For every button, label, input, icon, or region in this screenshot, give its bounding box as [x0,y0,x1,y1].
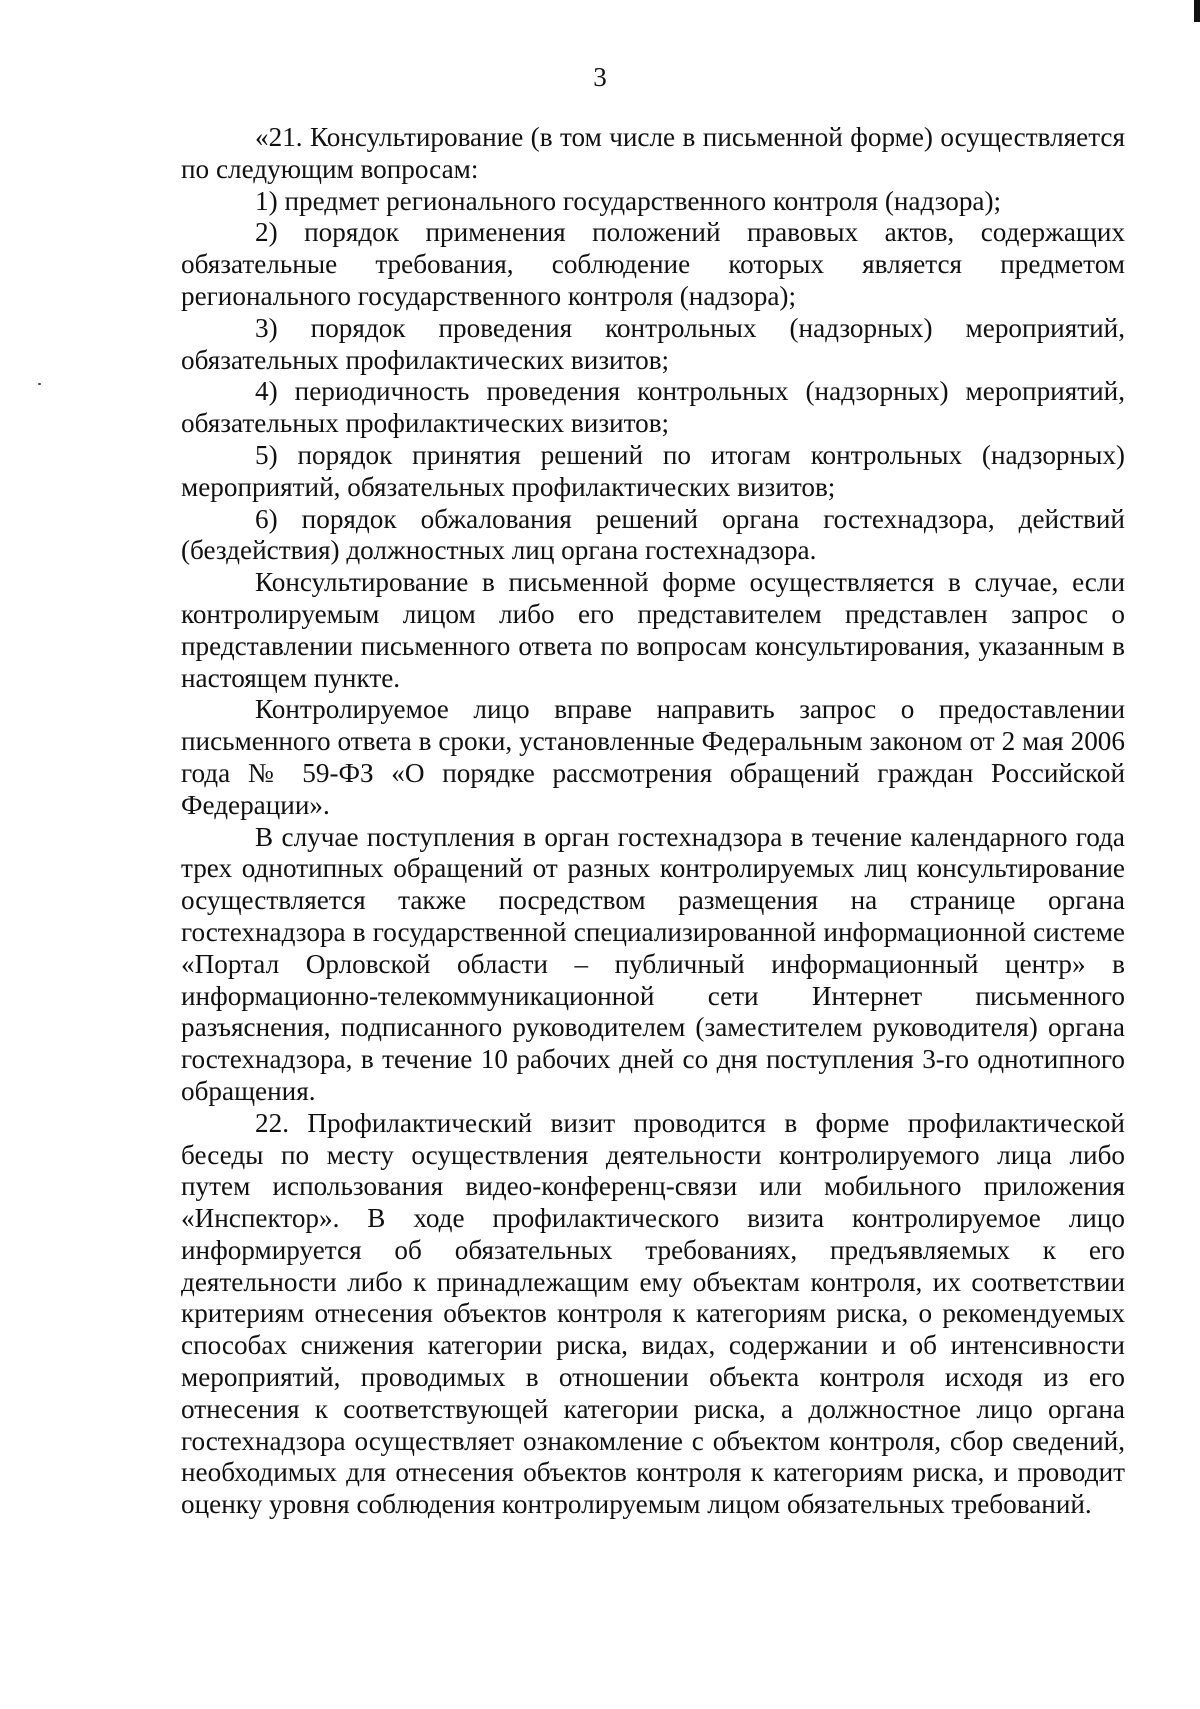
list-item-2: 2) порядок применения положений правовых актов, содержащих обязательные требования, соблюдение которых является предметом регионального государственного контроля (надзора); [181,217,1125,311]
list-item-4: 4) периодичность проведения контрольных (надзорных) мероприятий, обязательных профилактических визитов; [181,376,1125,439]
paragraph-22-preventive-visit: 22. Профилактический визит проводится в форме профилактической беседы по месту осуществления деятельности контролируемого лица либо путем использования видео-конференц-связи или мобильного приложения «Инспектор». В ходе профилактического визита контролируемое лицо информируется об обязательных требованиях, предъявляемых к его деятельности либо к принадлежащим ему объектам контроля, их соответствии критериям отнесения объектов контроля к категориям риска, о рекомендуемых способах снижения категории риска, видах, содержании и об интенсивности мероприятий, проводимых в отношении объекта контроля исходя из его отнесения к соответствующей категории риска, а должностное лицо органа гостехнадзора осуществляет ознакомление с объектом контроля, сбор сведений, необходимых для отнесения объектов контроля к категориям риска, и проводит оценку уровня соблюдения контролируемым лицом обязательных требований. [181,1107,1125,1520]
list-item-1: 1) предмет регионального государственного контроля (надзора); [255,185,1002,216]
paragraph-request-deadline: Контролируемое лицо вправе направить запрос о предоставлении письменного ответа в сроки, установленные Федеральным законом от 2 мая 2006 года № 59-ФЗ «О порядке рассмотрения обращений граждан Российской Федерации». [181,694,1125,820]
list-item-5: 5) порядок принятия решений по итогам контрольных (надзорных) мероприятий, обязательных профилактических визитов; [181,439,1125,502]
paragraph-similar-requests: В случае поступления в орган гостехнадзора в течение календарного года трех однотипных обращений от разных контролируемых лиц консультирование осуществляется также посредством размещения на странице органа гостехнадзора в государственной специализированной информационной системе «Портал Орловской области – публичный информационный центр» в информационно-телекоммуникационной сети Интернет письменного разъяснения, подписанного руководителем (заместителем руководителя) органа гостехнадзора, в течение 10 рабочих дней со дня поступления 3-го однотипного обращения. [181,821,1125,1106]
scan-speck [38,383,41,385]
page-number: 3 [593,62,607,92]
list-item-6: 6) порядок обжалования решений органа гостехнадзора, действий (бездействия) должностных лиц органа гостехнадзора. [181,503,1125,566]
list-item-3: 3) порядок проведения контрольных (надзорных) мероприятий, обязательных профилактических визитов; [181,312,1125,375]
document-body [181,122,1125,1521]
paragraph-written-consultation: Консультирование в письменной форме осуществляется в случае, если контролируемым лицом либо его представителем представлен запрос о представлении письменного ответа по вопросам консультирования, указанным в настоящем пункте. [181,567,1125,693]
paragraph-21-intro: «21. Консультирование (в том числе в письменной форме) осуществляется по следующим вопросам: [181,122,1125,184]
scan-edge-mark [1194,0,1200,22]
